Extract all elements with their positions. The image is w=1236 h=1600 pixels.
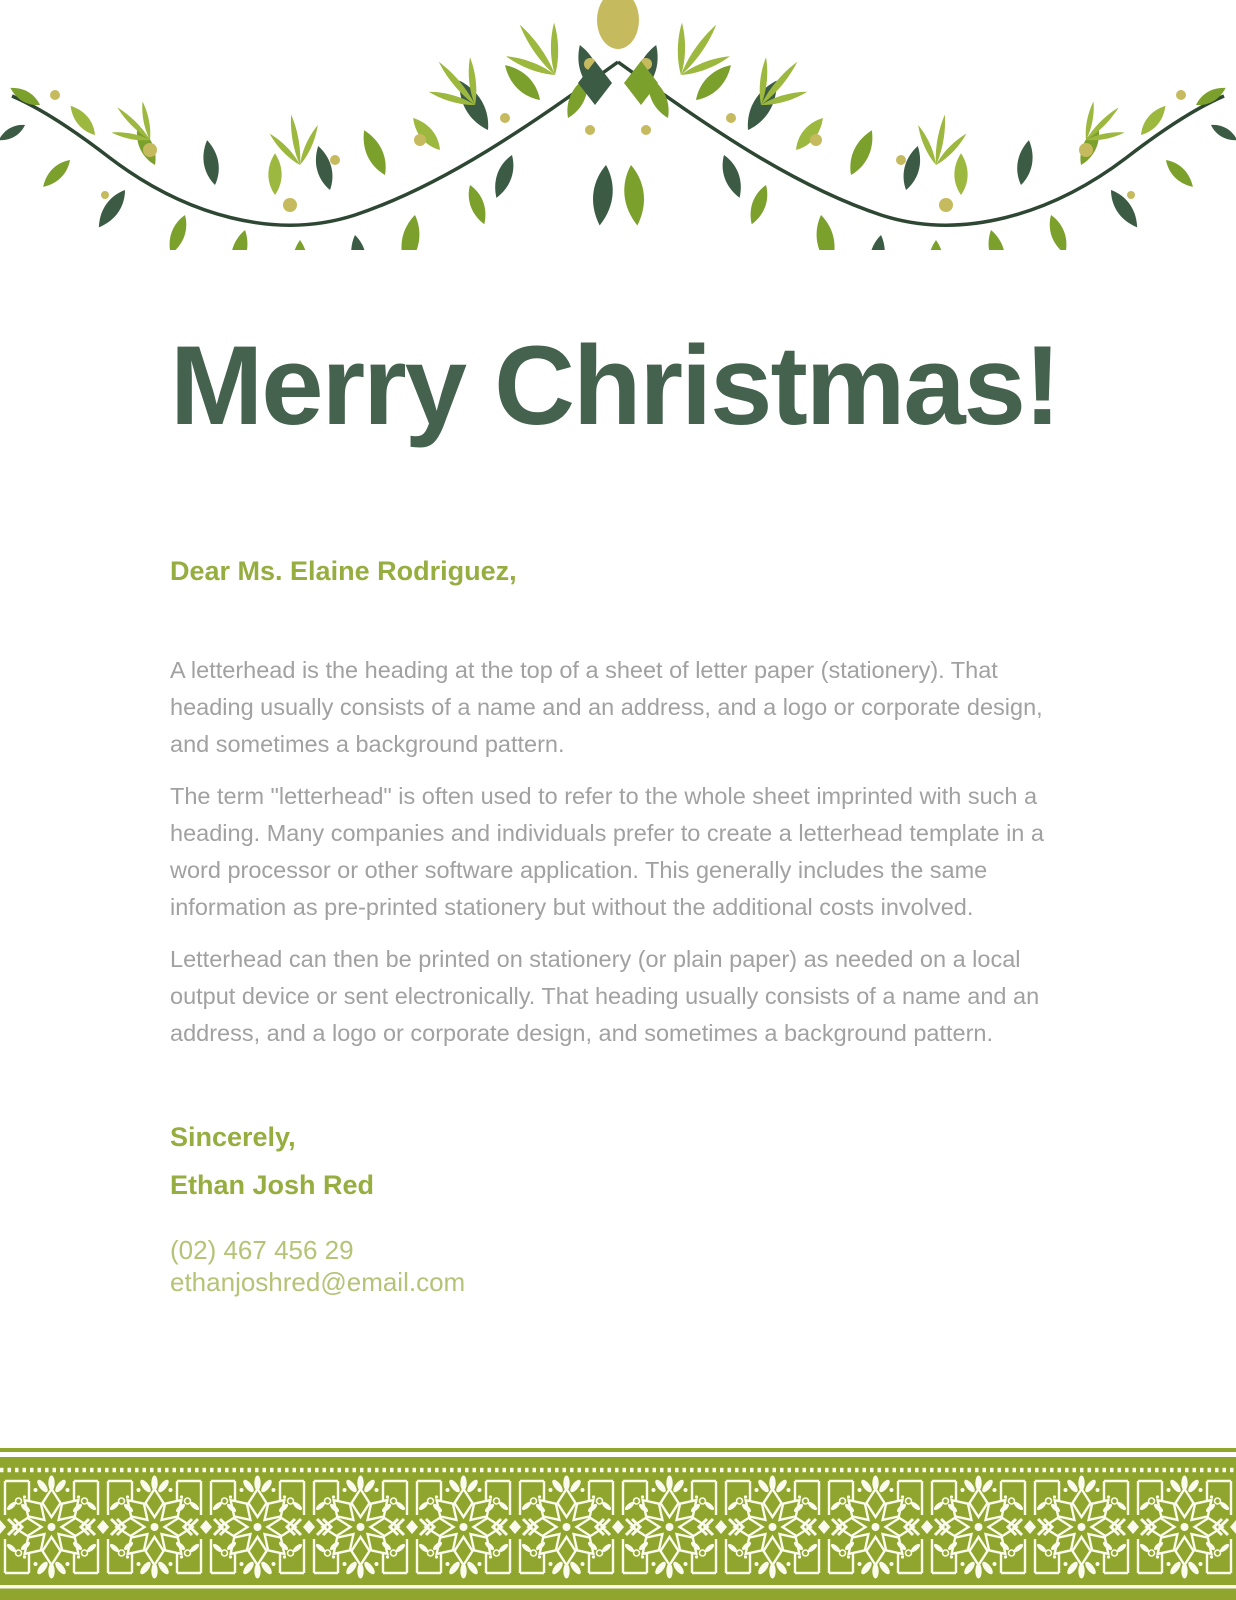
body-paragraph: A letterhead is the heading at the top of a sheet of letter paper (stationery). That heading usually consists of a name and an address, and a logo or corporate design, and sometimes a background pattern. xyxy=(170,657,1043,757)
greeting-line: Dear Ms. Elaine Rodriguez, xyxy=(170,556,517,586)
phone-number: (02) 467 456 29 xyxy=(170,1235,354,1265)
body-paragraph: Letterhead can then be printed on stationery (or plain paper) as needed on a local output device or sent electronically. That heading usually consists of a name and an address, and a logo or corporate design, and sometimes a background pattern. xyxy=(170,946,1040,1046)
body-paragraph: The term "letterhead" is often used to refer to the whole sheet imprinted with such a heading. Many companies and individuals prefer to create a letterhead template in a word processor or other software application. This generally includes the same information as pre-printed stationery but without the additional costs involved. xyxy=(170,783,1044,920)
page-title: Merry Christmas! xyxy=(170,323,1060,448)
contact-block xyxy=(170,1234,465,1298)
letter-body xyxy=(170,652,1070,1067)
signature-name: Ethan Josh Red xyxy=(170,1170,375,1200)
snowflake-border-decoration-icon xyxy=(0,1457,1236,1600)
email-address: ethanjoshred@email.com xyxy=(170,1267,466,1297)
garland-decoration-icon xyxy=(0,0,1236,250)
border-top-rule xyxy=(0,1448,1236,1452)
closing-line: Sincerely, xyxy=(170,1122,296,1152)
